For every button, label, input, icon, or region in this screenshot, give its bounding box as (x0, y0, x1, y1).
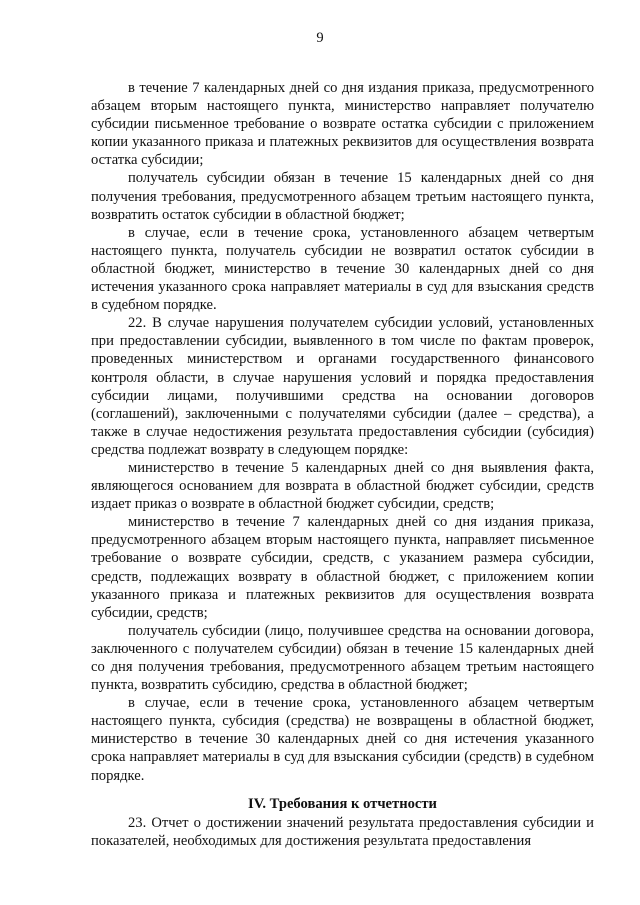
paragraph: 22. В случае нарушения получателем субсидии условий, установленных при предоставлении субсидии, выявленного в том числе по фактам проверок, проведенных министерством и органами государственного финансового контроля области, в случае нарушения условий и порядка предоставления субсидии лицами, получившими средства на основании договоров (соглашений), заключенными с получателями субсидии (далее – средства), а также в случае недостижения результата предоставления субсидии (субсидия) средства подлежат возврату в следующем порядке: (91, 315, 594, 458)
paragraph: в течение 7 календарных дней со дня издания приказа, предусмотренного абзацем вторым настоящего пункта, министерство направляет получателю субсидии письменное требование о возврате остатка субсидии с приложением копии указанного приказа и платежных реквизитов для осуществления возврата остатка субсидии; (91, 80, 594, 169)
paragraph: министерство в течение 7 календарных дней со дня издания приказа, предусмотренного абзацем вторым настоящего пункта, направляет письменное требование о возврате субсидии, средств, с указанием размера субсидии, средств, подлежащих возврату в областной бюджет, с приложением копии указанного приказа и платежных реквизитов для осуществления возврата субсидии, средств; (91, 514, 594, 621)
paragraph: в случае, если в течение срока, установленного абзацем четвертым настоящего пункта, получатель субсидии не возвратил остаток субсидии в областной бюджет, министерство в течение 30 календарных дней со дня истечения указанного срока направляет материалы в суд для взыскания средств в судебном порядке. (91, 224, 594, 314)
paragraph: получатель субсидии обязан в течение 15 календарных дней со дня получения требования, предусмотренного абзацем третьим настоящего пункта, возвратить остаток субсидии в областной бюджет; (91, 170, 594, 223)
paragraph: 23. Отчет о достижении значений результата предоставления субсидии и показателей, необходимых для достижения результата предоставления (91, 814, 594, 849)
document-body (91, 79, 594, 850)
section-heading: IV. Требования к отчетности (248, 795, 437, 812)
paragraph: в случае, если в течение срока, установленного абзацем четвертым настоящего пункта, субсидия (средства) не возвращены в областной бюджет, министерство в течение 30 календарных дней со дня истечения указанного срока направляет материалы в суд для взыскания субсидии (средств) в судебном порядке. (91, 695, 594, 784)
paragraph: получатель субсидии (лицо, получившее средства на основании договора, заключенного с получателем субсидии) обязан в течение 15 календарных дней со дня получения требования, предусмотренного абзацем третьим настоящего пункта, возвратить субсидию, средства в областной бюджет; (91, 622, 594, 694)
paragraph: министерство в течение 5 календарных дней со дня выявления факта, являющегося основанием для возврата в областной бюджет субсидии, средств издает приказ о возврате в областной бюджет субсидии, средств; (91, 459, 594, 513)
page-number: 9 (316, 30, 324, 46)
